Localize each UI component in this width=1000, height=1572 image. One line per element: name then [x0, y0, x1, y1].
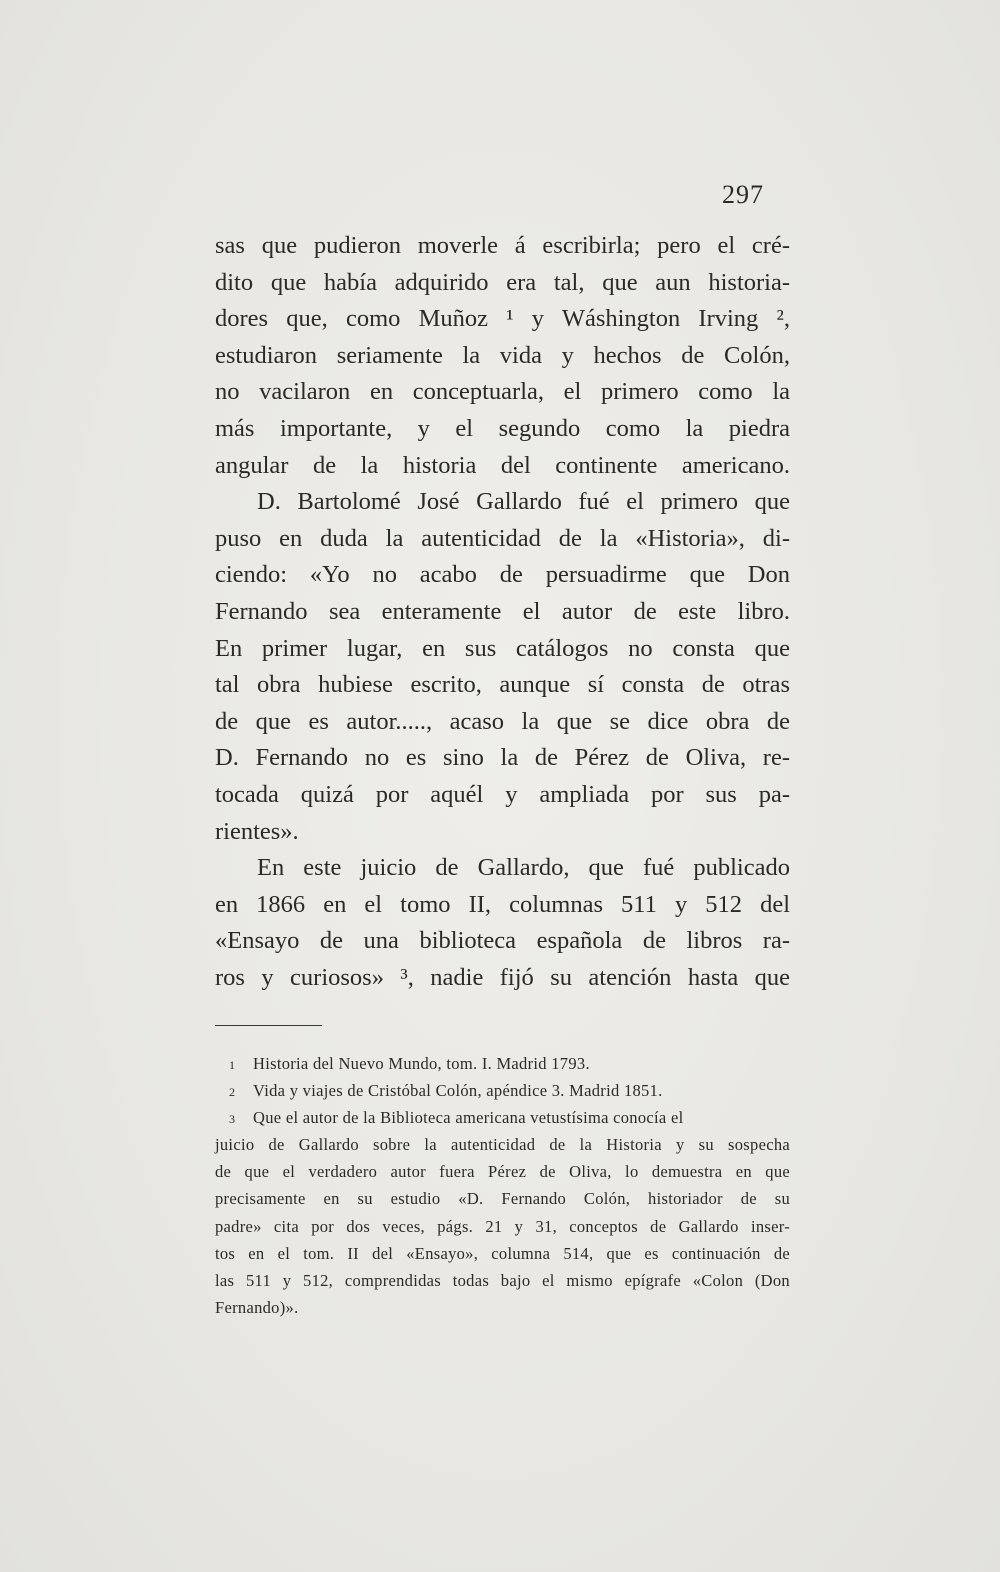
footnote-line: de que el verdadero autor fuera Pérez de Oliva, lo demuestra en que — [215, 1162, 790, 1182]
footnote-separator — [215, 1025, 322, 1026]
footnotes — [215, 1050, 790, 1321]
text-line: no vacilaron en conceptuarla, el primero como la — [215, 378, 790, 406]
text-line: estudiaron seriamente la vida y hechos de Colón, — [215, 341, 790, 369]
text-line: ros y curiosos» ³, nadie fijó su atención hasta que — [215, 963, 790, 991]
footnote-text: Vida y viajes de Cristóbal Colón, apéndice 3. Madrid 1851. — [253, 1081, 663, 1101]
footnote-3 — [215, 1104, 790, 1131]
footnote-number: 1 — [229, 1058, 236, 1072]
footnote-line: padre» cita por dos veces, págs. 21 y 31, conceptos de Gallardo inser- — [215, 1216, 790, 1236]
text-line: tocada quizá por aquél y ampliada por sus pa- — [215, 780, 790, 808]
footnote-line: juicio de Gallardo sobre la autenticidad de la Historia y su sospecha — [215, 1135, 790, 1155]
footnote-number: 2 — [229, 1085, 236, 1100]
text-line: puso en duda la autenticidad de la «Historia», di- — [215, 524, 790, 552]
text-line: dores que, como Muñoz ¹ y Wáshington Irving ², — [215, 305, 790, 333]
text-line: sas que pudieron moverle á escribirla; pero el cré- — [215, 232, 790, 259]
text-line: de que es autor....., acaso la que se dice obra de — [215, 707, 790, 735]
page-number: 297 — [722, 180, 764, 209]
main-text — [215, 228, 790, 996]
text-line: D. Bartolomé José Gallardo fué el primero que — [257, 488, 790, 516]
text-line: rientes». — [215, 817, 299, 845]
text-line: en 1866 en el tomo II, columnas 511 y 512 del — [215, 890, 790, 918]
text-line: más importante, y el segundo como la piedra — [215, 414, 790, 442]
footnote-line: tos en el tom. II del «Ensayo», columna 514, que es continuación de — [215, 1243, 790, 1263]
footnote-2 — [215, 1077, 790, 1104]
footnote-line: las 511 y 512, comprendidas todas bajo el mismo epígrafe «Colon (Don — [215, 1270, 790, 1290]
text-line: «Ensayo de una biblioteca española de libros ra- — [215, 927, 790, 955]
text-line: En este juicio de Gallardo, que fué publicado — [257, 854, 790, 882]
footnote-text: Historia del Nuevo Mundo, tom. I. Madrid 1793. — [253, 1054, 590, 1073]
text-line: tal obra hubiese escrito, aunque sí consta de otras — [215, 671, 790, 699]
text-line: ciendo: «Yo no acabo de persuadirme que Don — [215, 561, 790, 589]
footnote-line: Fernando)». — [215, 1297, 299, 1317]
text-line: D. Fernando no es sino la de Pérez de Oliva, re- — [215, 744, 790, 772]
text-line: dito que había adquirido era tal, que aun historia- — [215, 268, 790, 296]
text-line: En primer lugar, en sus catálogos no consta que — [215, 634, 790, 662]
text-line: Fernando sea enteramente el autor de este libro. — [215, 597, 790, 625]
footnote-1 — [215, 1050, 790, 1077]
footnote-text: Que el autor de la Biblioteca americana vetustísima conocía el — [253, 1108, 684, 1128]
text-line: angular de la historia del continente americano. — [215, 451, 790, 479]
footnote-number: 3 — [229, 1112, 236, 1127]
footnote-line: precisamente en su estudio «D. Fernando Colón, historiador de su — [215, 1189, 790, 1209]
